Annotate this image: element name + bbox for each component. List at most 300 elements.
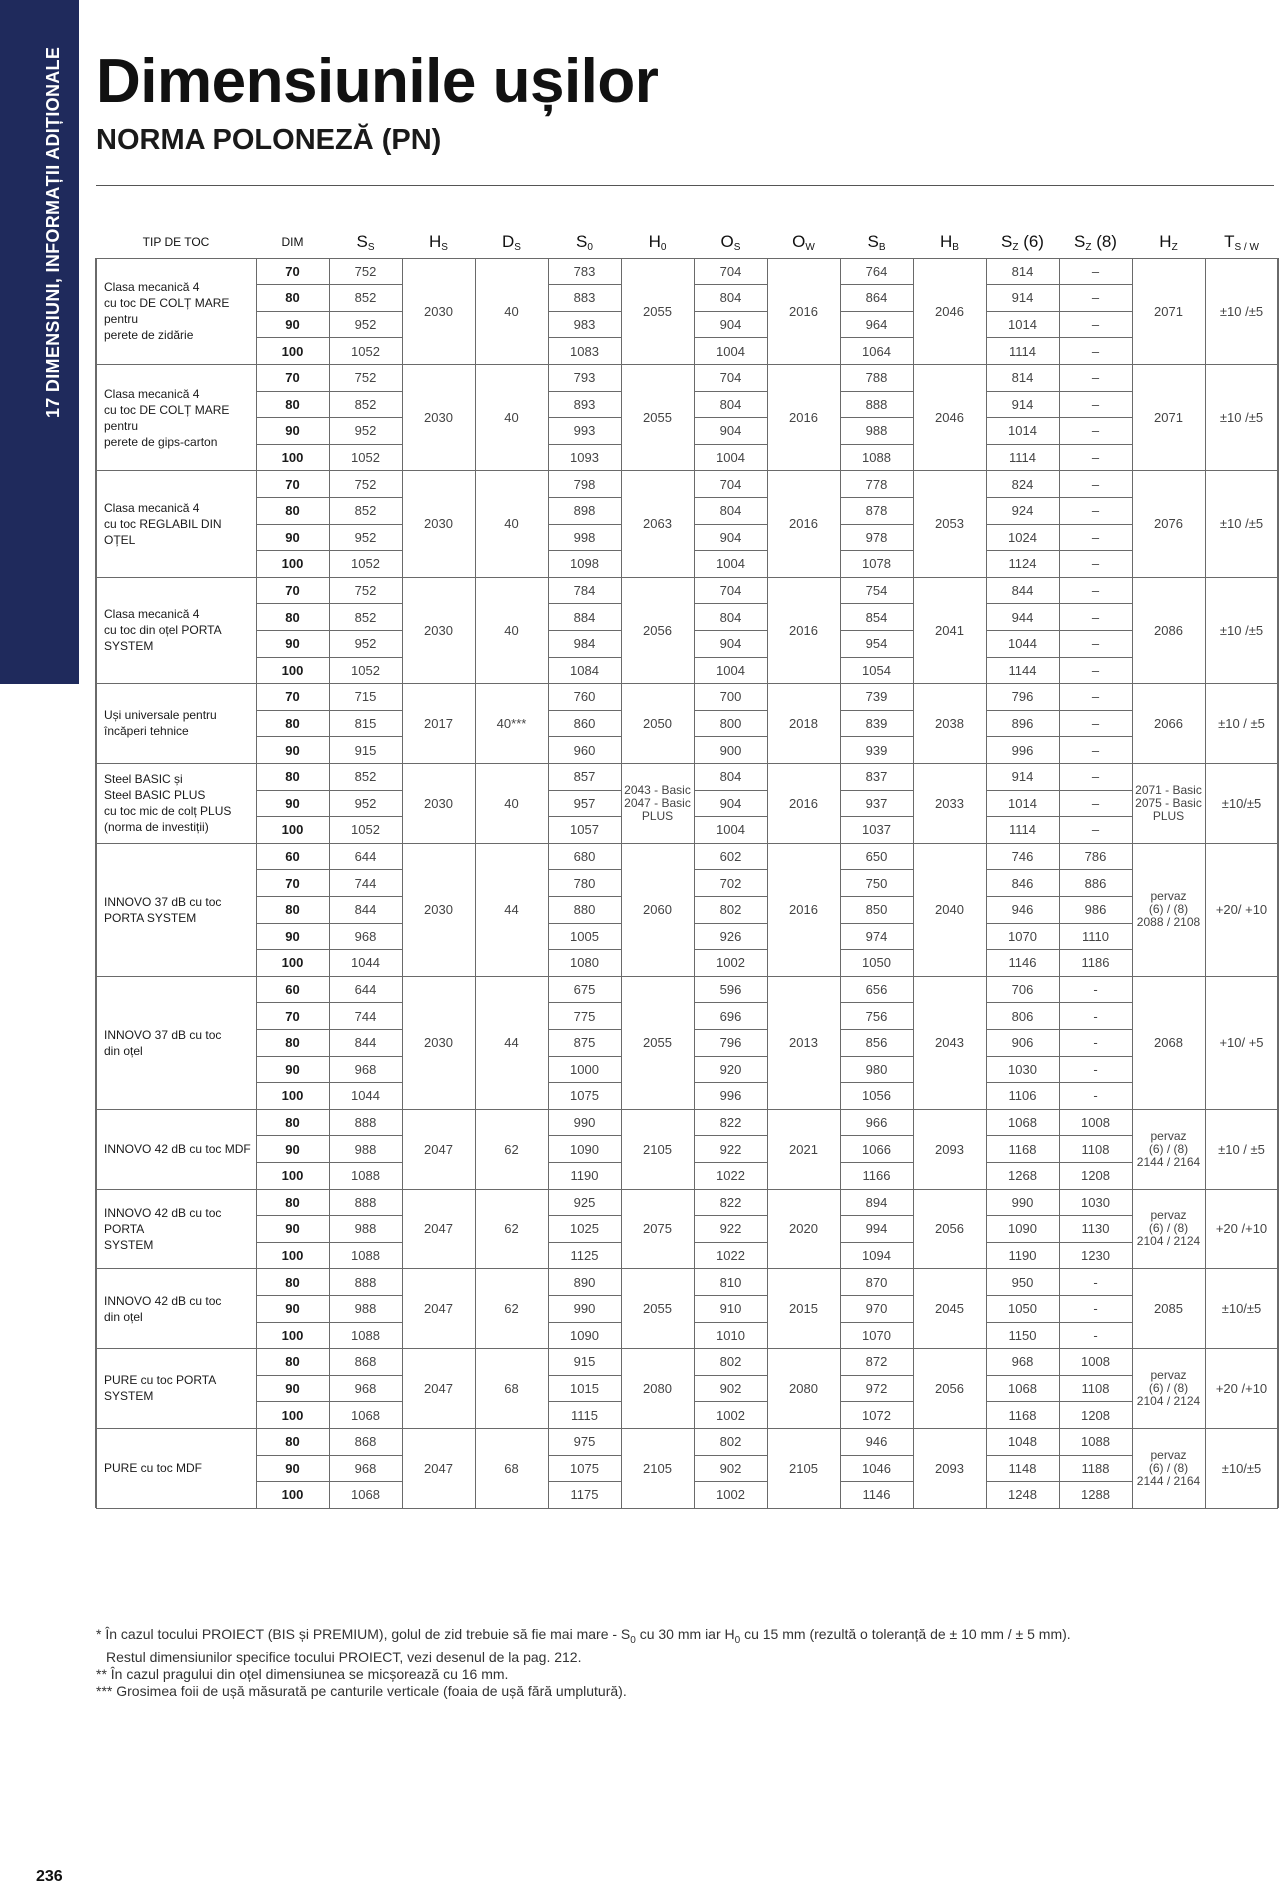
grid-line [1059,284,1132,285]
h0-cell: 2105 [643,1460,672,1476]
sb-cell: 946 [865,1434,888,1450]
door-type-label: INNOVO 42 dB cu toc MDF [104,1142,251,1157]
ts-cell: ±10 / ±5 [1218,715,1265,731]
grid-line [256,337,329,338]
sb-cell: 878 [865,503,888,519]
sz6-cell: 1014 [1008,795,1037,811]
grid-line [1059,923,1132,924]
ss-cell: 888 [354,1194,377,1210]
grid-line [548,311,621,312]
hs-cell: 2030 [424,902,453,918]
s0-cell: 983 [573,316,596,332]
sb-cell: 1037 [862,822,891,838]
s0-cell: 793 [573,370,596,386]
sb-cell: 656 [865,981,888,997]
dims-cell: 100 [281,662,304,678]
os-cell: 1002 [716,955,745,971]
grid-line [548,790,621,791]
grid-line [694,258,695,1508]
grid-line [913,258,914,1508]
grid-line [329,1215,402,1216]
grid-line [1059,1002,1132,1003]
ss-cell: 968 [354,1460,377,1476]
sz6-cell: 914 [1011,396,1034,412]
ds-cell: 40 [504,303,519,319]
sb-cell: 937 [865,795,888,811]
grid-line [986,1295,1059,1296]
grid-line [840,550,913,551]
sz8-cell: 1110 [1082,928,1109,944]
dims-cell: 80 [285,609,300,625]
ow-cell: 2016 [789,303,818,319]
ow-cell: 2015 [789,1301,818,1317]
os-cell: 804 [719,290,742,306]
ss-cell: 1088 [351,1168,380,1184]
os-cell: 796 [719,1035,742,1051]
os-cell: 602 [719,848,742,864]
sb-cell: 1146 [862,1487,891,1503]
sz6-cell: 806 [1011,1008,1034,1024]
grid-line [840,497,913,498]
ds-cell: 44 [504,1035,519,1051]
dimensions-table [96,258,1274,1508]
grid-line [986,1135,1059,1136]
footnote-1-continued: Restul dimensiunilor specifice tocului PROIECT, vezi desenul de la pag. 212. [106,1648,582,1665]
s0-cell: 1175 [570,1487,599,1503]
grid-line [329,736,402,737]
grid-line [256,657,329,658]
grid-line [694,1322,767,1323]
sz8-cell: – [1091,582,1100,598]
hb-cell: 2093 [935,1460,964,1476]
grid-line [694,710,767,711]
sz6-cell: 1114 [1009,449,1036,465]
grid-line [1277,258,1279,1508]
s0-cell: 780 [573,875,596,891]
h0-cell: 2060 [643,902,672,918]
grid-line [329,657,402,658]
sz8-cell: 1186 [1081,955,1110,971]
os-cell: 1004 [716,662,745,678]
grid-line [840,869,913,870]
sz6-cell: 746 [1011,848,1034,864]
grid-line [329,630,402,631]
sz6-cell: 1106 [1008,1088,1037,1104]
grid-line [1059,603,1132,604]
sb-cell: 939 [865,742,888,758]
grid-line [986,1002,1059,1003]
ts-cell: ±10/±5 [1221,795,1262,811]
ds-cell: 68 [504,1460,519,1476]
s0-cell: 993 [573,423,596,439]
sz8-cell: – [1091,769,1100,785]
sb-cell: 972 [865,1380,888,1396]
s0-cell: 893 [573,396,596,412]
ts-cell: ±10 /±5 [1219,410,1264,426]
hb-cell: 2033 [935,795,964,811]
grid-line [840,790,913,791]
dims-cell: 70 [285,689,300,705]
h0-cell: 2075 [643,1221,672,1237]
ss-cell: 752 [354,582,377,598]
hb-cell: 2053 [935,516,964,532]
grid-line [256,630,329,631]
h0-cell: 2055 [643,410,672,426]
grid-line [256,258,257,1508]
s0-cell: 798 [573,476,596,492]
ss-cell: 988 [354,1141,377,1157]
h0-cell: 2105 [643,1141,672,1157]
sb-cell: 1094 [862,1247,891,1263]
hs-cell: 2030 [424,622,453,638]
ds-cell: 40 [504,795,519,811]
column-header: $H_Z$ [1159,232,1178,253]
sb-cell: 864 [865,290,888,306]
ss-cell: 952 [354,636,377,652]
os-cell: 1022 [716,1168,745,1184]
grid-line [256,1082,329,1083]
sb-cell: 650 [865,848,888,864]
grid-line [329,311,402,312]
table-header [96,229,1274,255]
ts-cell: ±10/±5 [1221,1460,1262,1476]
grid-line [548,417,621,418]
door-type-label: Clasa mecanică 4 cu toc din oțel PORTA SYSTEM [104,607,222,654]
grid-line [256,1455,329,1456]
door-type-label: Steel BASIC și Steel BASIC PLUS cu toc mic de colț PLUS (norma de investiții) [104,772,232,835]
h0-cell: 2050 [643,715,672,731]
grid-line [986,1162,1059,1163]
ss-cell: 715 [354,689,377,705]
sz6-cell: 814 [1011,263,1034,279]
hb-cell: 2038 [935,715,964,731]
ss-cell: 915 [354,742,377,758]
sz8-cell: – [1091,822,1100,838]
ds-cell: 40*** [496,715,527,731]
os-cell: 922 [719,1221,742,1237]
grid-line [1059,1375,1132,1376]
ds-cell: 44 [504,902,519,918]
grid-line [256,1401,329,1402]
ss-cell: 644 [354,981,377,997]
grid-line [986,1056,1059,1057]
s0-cell: 875 [573,1035,596,1051]
grid-line [694,497,767,498]
ss-cell: 1088 [351,1247,380,1263]
grid-line [840,417,913,418]
sb-cell: 966 [865,1114,888,1130]
grid-line [256,1135,329,1136]
grid-line [1059,1029,1132,1030]
grid-line [548,258,549,1508]
sb-cell: 1056 [862,1088,891,1104]
dims-cell: 70 [285,1008,300,1024]
hz-cell: pervaz (6) / (8) 2088 / 2108 [1136,889,1201,930]
s0-cell: 860 [573,715,596,731]
grid-line [840,1242,913,1243]
chapter-sidebar [0,0,79,684]
grid-line [329,417,402,418]
s0-cell: 880 [573,902,596,918]
grid-line [694,417,767,418]
ss-cell: 852 [354,769,377,785]
sz8-cell: 1008 [1081,1354,1110,1370]
hz-cell: pervaz (6) / (8) 2144 / 2164 [1136,1447,1201,1488]
grid-line [548,1401,621,1402]
hb-cell: 2041 [935,622,964,638]
sz8-cell: – [1091,370,1100,386]
sz6-cell: 1070 [1008,928,1037,944]
grid-line [256,816,329,817]
s0-cell: 1084 [570,662,599,678]
grid-line [329,790,402,791]
grid-line [548,923,621,924]
dims-cell: 70 [285,370,300,386]
os-cell: 904 [719,636,742,652]
grid-line [329,869,402,870]
os-cell: 700 [719,689,742,705]
os-cell: 802 [719,1434,742,1450]
sz6-cell: 1068 [1008,1380,1037,1396]
grid-line [475,258,476,1508]
ow-cell: 2016 [789,902,818,918]
grid-line [256,524,329,525]
ss-cell: 1052 [351,449,380,465]
grid-line [548,1322,621,1323]
sb-cell: 970 [865,1301,888,1317]
s0-cell: 1075 [570,1088,599,1104]
ss-cell: 952 [354,423,377,439]
grid-line [694,869,767,870]
grid-line [1059,1322,1132,1323]
ss-cell: 1068 [351,1407,380,1423]
grid-line [329,1401,402,1402]
os-cell: 900 [719,742,742,758]
door-type-label: INNOVO 37 dB cu toc PORTA SYSTEM [104,894,222,925]
os-cell: 1022 [716,1247,745,1263]
sz8-cell: – [1091,742,1100,758]
ow-cell: 2016 [789,410,818,426]
grid-line [840,1082,913,1083]
grid-line [840,1401,913,1402]
grid-line [1059,1215,1132,1216]
s0-cell: 890 [573,1274,596,1290]
grid-line [986,417,1059,418]
grid-line [329,1082,402,1083]
ts-cell: ±10/±5 [1221,1301,1262,1317]
dims-cell: 70 [285,263,300,279]
grid-line [986,1242,1059,1243]
grid-line [548,337,621,338]
grid-line [329,444,402,445]
column-header: $O_S$ [720,232,741,253]
grid-line [840,630,913,631]
grid-line [694,896,767,897]
ss-cell: 988 [354,1221,377,1237]
grid-line [548,1481,621,1482]
grid-line [548,1002,621,1003]
grid-line [329,1295,402,1296]
sb-cell: 739 [865,689,888,705]
sb-cell: 756 [865,1008,888,1024]
column-header: $S_0$ [576,232,593,253]
ss-cell: 1068 [351,1487,380,1503]
ts-cell: ±10 / ±5 [1218,1141,1265,1157]
grid-line [840,337,913,338]
grid-line [694,1375,767,1376]
s0-cell: 1125 [570,1247,599,1263]
os-cell: 804 [719,609,742,625]
sz6-cell: 1114 [1009,343,1036,359]
grid-line [256,550,329,551]
grid-line [548,896,621,897]
ts-cell: ±10 /±5 [1219,516,1264,532]
ss-cell: 888 [354,1274,377,1290]
sz6-cell: 824 [1011,476,1034,492]
chapter-label: 17 DIMENSIUNI, INFORMAȚII ADIȚIONALE [43,46,63,418]
grid-line [986,630,1059,631]
grid-line [694,1481,767,1482]
hz-cell: 2086 [1154,622,1183,638]
sz8-cell: – [1091,476,1100,492]
ss-cell: 968 [354,928,377,944]
s0-cell: 884 [573,609,596,625]
hb-cell: 2093 [935,1141,964,1157]
ss-cell: 815 [354,715,377,731]
grid-line [694,603,767,604]
s0-cell: 883 [573,290,596,306]
ss-cell: 952 [354,795,377,811]
os-cell: 804 [719,503,742,519]
grid-line [986,391,1059,392]
grid-line [329,710,402,711]
grid-line [694,524,767,525]
grid-line [986,1215,1059,1216]
grid-line [840,284,913,285]
grid-line [256,896,329,897]
s0-cell: 1090 [570,1327,599,1343]
hs-cell: 2030 [424,516,453,532]
grid-line [1059,1481,1132,1482]
ow-cell: 2013 [789,1035,818,1051]
ts-cell: +20/ +10 [1215,902,1268,918]
door-type-label: PURE cu toc PORTA SYSTEM [104,1373,216,1404]
grid-line [694,1056,767,1057]
grid-line [329,284,402,285]
ds-cell: 62 [504,1141,519,1157]
dims-cell: 90 [285,1380,300,1396]
grid-line [1059,258,1060,1508]
door-type-label: INNOVO 37 dB cu toc din oțel [104,1027,222,1058]
grid-line [548,284,621,285]
page-title: Dimensiunile ușilor [96,47,659,116]
sz6-cell: 844 [1011,582,1034,598]
grid-line [840,1375,913,1376]
grid-line [694,444,767,445]
grid-line [694,311,767,312]
grid-line [986,1375,1059,1376]
ss-cell: 1052 [351,343,380,359]
grid-line [329,1162,402,1163]
sz6-cell: 1044 [1008,636,1037,652]
grid-line [1059,497,1132,498]
os-cell: 802 [719,1354,742,1370]
sz6-cell: 706 [1011,981,1034,997]
grid-line [840,816,913,817]
hs-cell: 2047 [424,1301,453,1317]
sz8-cell: – [1091,636,1100,652]
door-type-label: PURE cu toc MDF [104,1461,203,1476]
os-cell: 904 [719,423,742,439]
grid-line [548,869,621,870]
grid-line [694,949,767,950]
ss-cell: 844 [354,902,377,918]
sb-cell: 850 [865,902,888,918]
dims-cell: 90 [285,529,300,545]
grid-line [694,790,767,791]
sb-cell: 856 [865,1035,888,1051]
os-cell: 1010 [716,1327,745,1343]
grid-line [694,1455,767,1456]
sb-cell: 1046 [862,1460,891,1476]
sz8-cell: - [1093,1274,1098,1290]
dims-cell: 90 [285,636,300,652]
ow-cell: 2016 [789,795,818,811]
grid-line [986,497,1059,498]
h0-cell: 2043 - Basic 2047 - Basic PLUS [624,782,691,823]
hb-cell: 2040 [935,902,964,918]
hz-cell: 2085 [1154,1301,1183,1317]
sz6-cell: 1050 [1008,1301,1037,1317]
sb-cell: 870 [865,1274,888,1290]
hb-cell: 2043 [935,1035,964,1051]
grid-line [840,923,913,924]
sz8-cell: 1208 [1081,1407,1110,1423]
grid-line [1059,391,1132,392]
grid-line [840,657,913,658]
os-cell: 902 [719,1460,742,1476]
sb-cell: 974 [865,928,888,944]
grid-line [986,603,1059,604]
column-header: $T_{S / W}$ [1224,232,1259,253]
grid-line [986,710,1059,711]
s0-cell: 1080 [570,955,599,971]
grid-line [986,923,1059,924]
grid-line [767,258,768,1508]
dims-cell: 100 [281,556,304,572]
sz8-cell: – [1091,503,1100,519]
dims-cell: 70 [285,582,300,598]
sz8-cell: 786 [1084,848,1107,864]
grid-line [694,1295,767,1296]
dims-cell: 100 [281,1088,304,1104]
s0-cell: 1015 [570,1380,599,1396]
grid-line [1059,869,1132,870]
sb-cell: 1054 [862,662,891,678]
sz6-cell: 796 [1011,689,1034,705]
s0-cell: 984 [573,636,596,652]
grid-line [256,417,329,418]
grid-line [840,1056,913,1057]
dims-cell: 80 [285,1354,300,1370]
s0-cell: 784 [573,582,596,598]
sz8-cell: 1188 [1081,1460,1110,1476]
grid-line [840,736,913,737]
sb-cell: 1166 [862,1168,891,1184]
grid-line [1059,550,1132,551]
grid-line [329,896,402,897]
ss-cell: 952 [354,316,377,332]
